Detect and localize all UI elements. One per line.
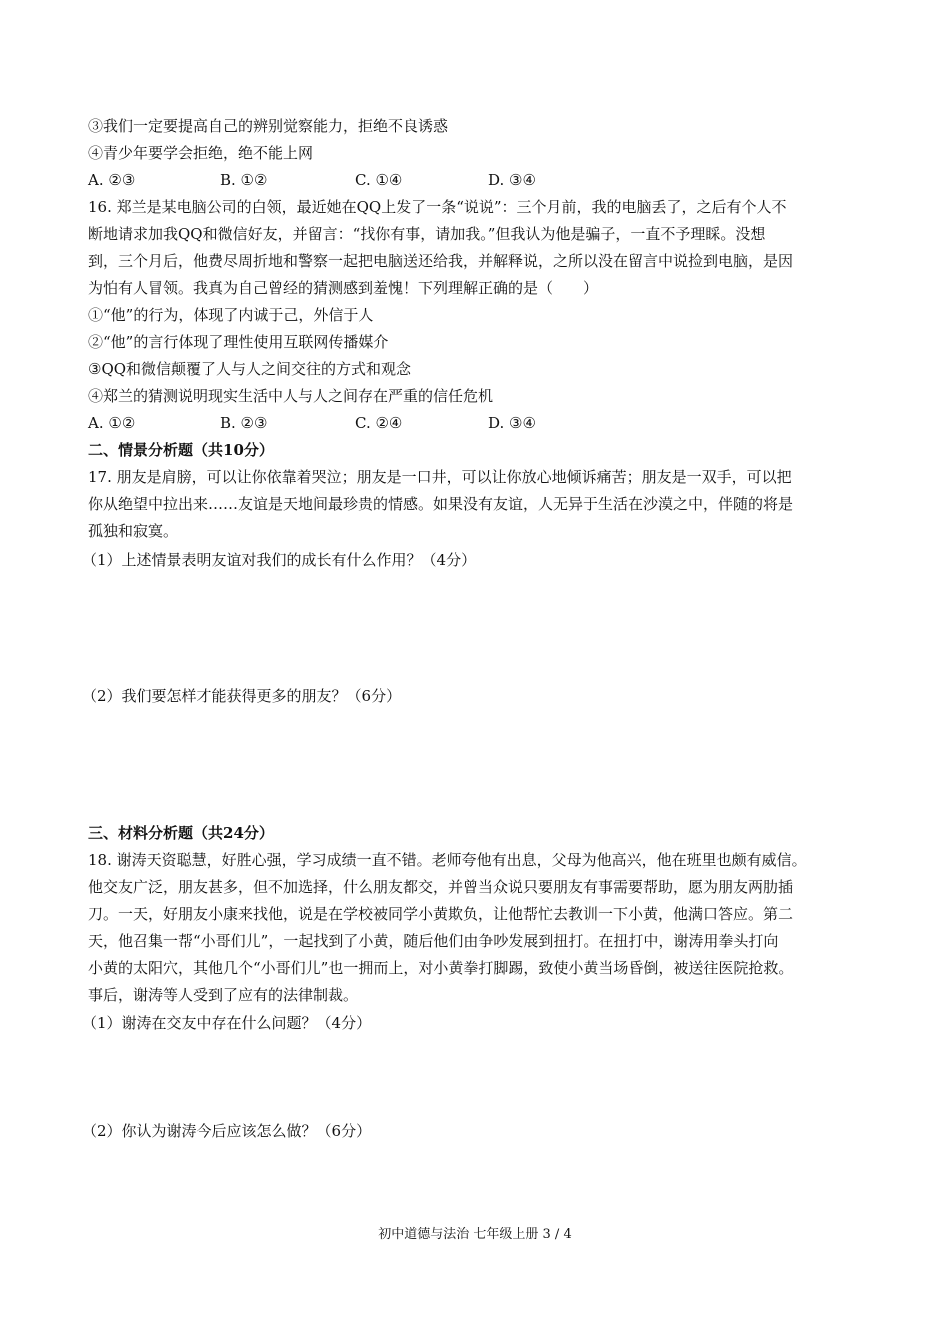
q16-choice-c: C. ②④: [355, 414, 403, 432]
q17-stem-line: 孤独和寂寞。: [88, 522, 179, 540]
q18-stem-line: 他交友广泛，朋友甚多，但不加选择，什么朋友都交，并曾当众说只要朋友有事需要帮助，愿为朋友两肋插: [88, 878, 794, 896]
q16-option-1: ①“他”的行为，体现了内诚于己，外信于人: [88, 306, 374, 324]
q15-choice-c: C. ①④: [355, 171, 403, 189]
q16-stem-line: 为怕有人冒领。我真为自己曾经的猜测感到羞愧！下列理解正确的是（ ）: [88, 279, 599, 297]
q18-stem-line: 刀。一天，好朋友小康来找他，说是在学校被同学小黄欺负，让他帮忙去教训一下小黄，他满口答应。第二: [88, 905, 794, 923]
q15-option-4: ④青少年要学会拒绝，绝不能上网: [88, 144, 314, 162]
q15-option-3: ③我们一定要提高自己的辨别觉察能力，拒绝不良诱惑: [88, 117, 449, 135]
q16-stem-line: 16. 郑兰是某电脑公司的白领，最近她在QQ上发了一条“说说”：三个月前，我的电脑丢了，之后有个人不: [88, 198, 787, 216]
q16-choice-a: A. ①②: [88, 414, 136, 432]
q17-sub-2: （2）我们要怎样才能获得更多的朋友？（6分）: [82, 687, 402, 705]
q15-choice-a: A. ②③: [88, 171, 136, 189]
q18-sub-1: （1）谢涛在交友中存在什么问题？（4分）: [82, 1014, 372, 1032]
q17-stem-line: 17. 朋友是肩膀，可以让你依靠着哭泣；朋友是一口井，可以让你放心地倾诉痛苦；朋友是一双手，可以把: [88, 468, 792, 486]
q16-stem-line: 断地请求加我QQ和微信好友，并留言：“找你有事，请加我。”但我认为他是骗子，一直不予理睬。没想: [88, 225, 766, 243]
q18-stem-line: 小黄的太阳穴，其他几个“小哥们儿”也一拥而上，对小黄拳打脚踢，致使小黄当场昏倒，被送往医院抢救。: [88, 959, 794, 977]
q16-option-3: ③QQ和微信颠覆了人与人之间交往的方式和观念: [88, 360, 412, 378]
q15-choices: [88, 170, 688, 190]
q15-choice-b: B. ①②: [220, 171, 268, 189]
section2-title: 二、情景分析题（共10分）: [88, 441, 274, 459]
q18-sub-2: （2）你认为谢涛今后应该怎么做？（6分）: [82, 1122, 372, 1140]
q16-option-2: ②“他”的言行体现了理性使用互联网传播媒介: [88, 333, 389, 351]
q16-choices: [88, 413, 688, 433]
q17-stem-line: 你从绝望中拉出来……友谊是天地间最珍贵的情感。如果没有友谊，人无异于生活在沙漠之中，伴随的将是: [88, 495, 794, 513]
q17-sub-1: （1）上述情景表明友谊对我们的成长有什么作用？（4分）: [82, 551, 477, 569]
q15-choice-d: D. ③④: [488, 171, 536, 189]
q16-choice-b: B. ②③: [220, 414, 268, 432]
q16-option-4: ④郑兰的猜测说明现实生活中人与人之间存在严重的信任危机: [88, 387, 494, 405]
q16-stem-line: 到，三个月后，他费尽周折地和警察一起把电脑送还给我，并解释说，之所以没在留言中说捡到电脑，是因: [88, 252, 794, 270]
page-footer: 初中道德与法治 七年级上册 3 / 4: [378, 1227, 572, 1242]
q18-stem-line: 天，他召集一帮“小哥们儿”，一起找到了小黄，随后他们由争吵发展到扭打。在扭打中，谢涛用拳头打向: [88, 932, 779, 950]
q16-choice-d: D. ③④: [488, 414, 536, 432]
q18-stem-line: 18. 谢涛天资聪慧，好胜心强，学习成绩一直不错。老师夸他有出息，父母为他高兴，他在班里也颇有威信。: [88, 851, 807, 869]
section3-title: 三、材料分析题（共24分）: [88, 824, 274, 842]
q18-stem-line: 事后，谢涛等人受到了应有的法律制裁。: [88, 986, 359, 1004]
